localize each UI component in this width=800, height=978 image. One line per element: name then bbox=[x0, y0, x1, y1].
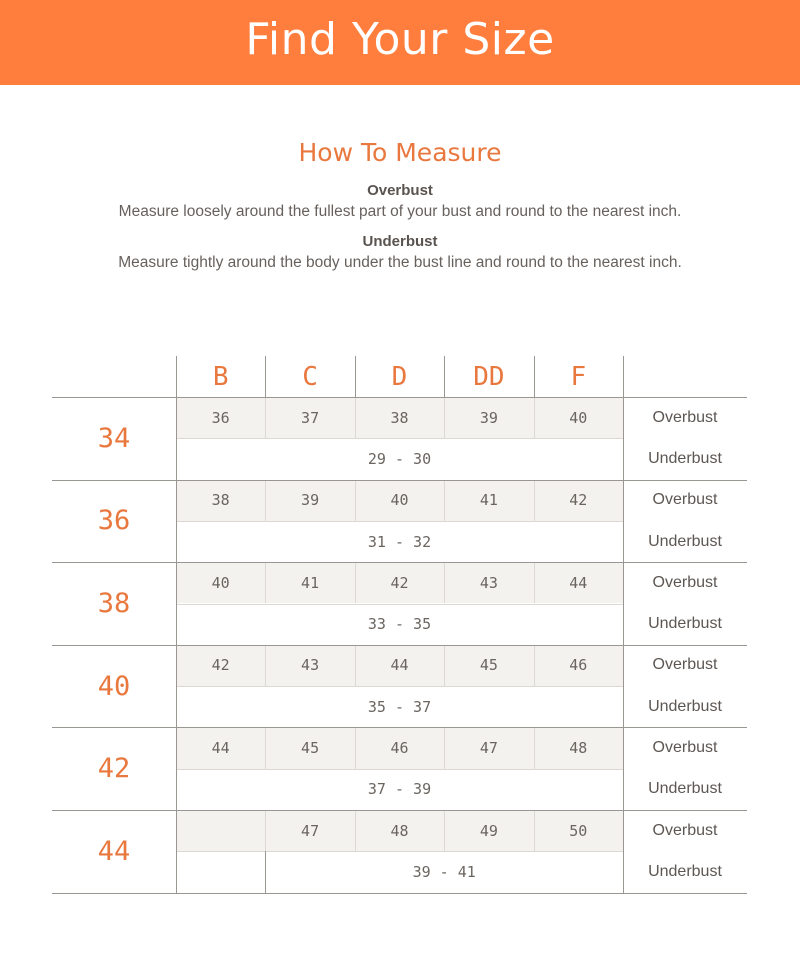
band-size-label: 38 bbox=[97, 587, 131, 619]
overbust-heading: Overbust bbox=[367, 182, 433, 199]
overbust-row-label: Overbust bbox=[652, 408, 718, 426]
underbust-range: 39 - 41 bbox=[412, 862, 476, 881]
band-size-label: 40 bbox=[97, 670, 131, 702]
overbust-cell: 37 bbox=[265, 397, 354, 438]
underbust-row-label: Underbust bbox=[648, 780, 722, 798]
overbust-cell: 48 bbox=[534, 727, 623, 768]
overbust-cell: 46 bbox=[534, 645, 623, 686]
row-divider bbox=[176, 851, 623, 852]
underbust-row-label: Underbust bbox=[648, 615, 722, 633]
band-separator bbox=[52, 645, 747, 646]
overbust-cell: 42 bbox=[355, 562, 444, 603]
overbust-row-label: Overbust bbox=[652, 573, 718, 591]
row-divider bbox=[176, 521, 623, 522]
overbust-cell: 41 bbox=[265, 562, 354, 603]
overbust-cell: 43 bbox=[444, 562, 533, 603]
underbust-range: 33 - 35 bbox=[367, 615, 432, 634]
cell-divider bbox=[444, 645, 445, 686]
band-separator bbox=[52, 562, 747, 563]
underbust-range: 31 - 32 bbox=[367, 532, 432, 551]
header-divider bbox=[534, 356, 535, 397]
cell-divider bbox=[444, 810, 445, 851]
row-divider bbox=[176, 438, 623, 439]
overbust-cell: 39 bbox=[444, 397, 533, 438]
cell-divider bbox=[265, 562, 266, 603]
overbust-cell: 44 bbox=[534, 562, 623, 603]
overbust-cell: 42 bbox=[176, 645, 265, 686]
header-divider bbox=[355, 356, 356, 397]
cell-divider bbox=[265, 480, 266, 521]
how-to-measure-title: How To Measure bbox=[298, 138, 502, 167]
cell-divider bbox=[444, 562, 445, 603]
overbust-cell: 38 bbox=[355, 397, 444, 438]
overbust-cell: 44 bbox=[176, 727, 265, 768]
band-size-label: 44 bbox=[97, 835, 131, 867]
underbust-row-label: Underbust bbox=[648, 532, 722, 550]
overbust-cell: 47 bbox=[265, 810, 354, 851]
overbust-cell: 46 bbox=[355, 727, 444, 768]
overbust-cell: 49 bbox=[444, 810, 533, 851]
overbust-cell: 47 bbox=[444, 727, 533, 768]
overbust-cell: 48 bbox=[355, 810, 444, 851]
overbust-cell: 36 bbox=[176, 397, 265, 438]
cell-divider bbox=[355, 645, 356, 686]
band-separator bbox=[52, 397, 747, 398]
cell-divider bbox=[265, 397, 266, 438]
band-size-label: 34 bbox=[97, 422, 131, 454]
underbust-range: 35 - 37 bbox=[367, 697, 432, 716]
overbust-cell: 43 bbox=[265, 645, 354, 686]
cell-divider bbox=[265, 810, 266, 851]
overbust-cell bbox=[176, 810, 265, 851]
cell-divider bbox=[355, 480, 356, 521]
underbust-row-label: Underbust bbox=[648, 449, 722, 467]
band-separator bbox=[52, 810, 747, 811]
cell-divider bbox=[534, 480, 535, 521]
cell-divider bbox=[265, 645, 266, 686]
row-divider bbox=[176, 769, 623, 770]
underbust-row-label: Underbust bbox=[648, 862, 722, 880]
row-divider bbox=[176, 604, 623, 605]
overbust-cell: 40 bbox=[176, 562, 265, 603]
cup-header-d: D bbox=[391, 361, 408, 392]
overbust-row-label: Overbust bbox=[652, 739, 718, 757]
header-divider bbox=[444, 356, 445, 397]
cell-divider bbox=[534, 397, 535, 438]
page-title: Find Your Size bbox=[245, 13, 555, 65]
underbust-range: 29 - 30 bbox=[367, 449, 432, 468]
column-divider bbox=[176, 356, 177, 893]
band-size-label: 42 bbox=[97, 753, 131, 785]
band-separator bbox=[52, 480, 747, 481]
cup-header-c: C bbox=[302, 361, 318, 392]
underbust-range: 37 - 39 bbox=[367, 780, 432, 799]
header-divider bbox=[265, 356, 266, 397]
overbust-cell: 38 bbox=[176, 480, 265, 521]
cell-divider bbox=[355, 397, 356, 438]
overbust-row-label: Overbust bbox=[652, 821, 718, 839]
overbust-cell: 45 bbox=[265, 727, 354, 768]
underbust-heading: Underbust bbox=[362, 233, 438, 250]
cell-divider bbox=[265, 727, 266, 768]
underbust-row-label: Underbust bbox=[648, 697, 722, 715]
cell-divider bbox=[534, 645, 535, 686]
cell-divider bbox=[355, 810, 356, 851]
cell-divider bbox=[265, 851, 266, 892]
overbust-row-label: Overbust bbox=[652, 656, 718, 674]
cell-divider bbox=[355, 562, 356, 603]
band-separator bbox=[52, 727, 747, 728]
overbust-cell: 45 bbox=[444, 645, 533, 686]
overbust-cell: 44 bbox=[355, 645, 444, 686]
overbust-instructions: Measure loosely around the fullest part of your bust and round to the nearest inch. bbox=[118, 203, 682, 220]
overbust-cell: 50 bbox=[534, 810, 623, 851]
cell-divider bbox=[444, 727, 445, 768]
cell-divider bbox=[444, 397, 445, 438]
column-divider bbox=[623, 356, 624, 893]
cup-header-f: F bbox=[570, 361, 587, 392]
cell-divider bbox=[355, 727, 356, 768]
overbust-cell: 42 bbox=[534, 480, 623, 521]
overbust-cell: 39 bbox=[265, 480, 354, 521]
band-size-label: 36 bbox=[97, 505, 131, 537]
cell-divider bbox=[534, 810, 535, 851]
overbust-cell: 41 bbox=[444, 480, 533, 521]
overbust-cell: 40 bbox=[534, 397, 623, 438]
row-divider bbox=[176, 686, 623, 687]
cup-header-dd: DD bbox=[473, 361, 505, 392]
underbust-instructions: Measure tightly around the body under the bust line and round to the nearest inch. bbox=[118, 254, 682, 271]
cell-divider bbox=[534, 727, 535, 768]
cell-divider bbox=[534, 562, 535, 603]
band-separator bbox=[52, 893, 747, 894]
cell-divider bbox=[444, 480, 445, 521]
overbust-cell: 40 bbox=[355, 480, 444, 521]
overbust-row-label: Overbust bbox=[652, 491, 718, 509]
cup-header-b: B bbox=[212, 361, 229, 392]
